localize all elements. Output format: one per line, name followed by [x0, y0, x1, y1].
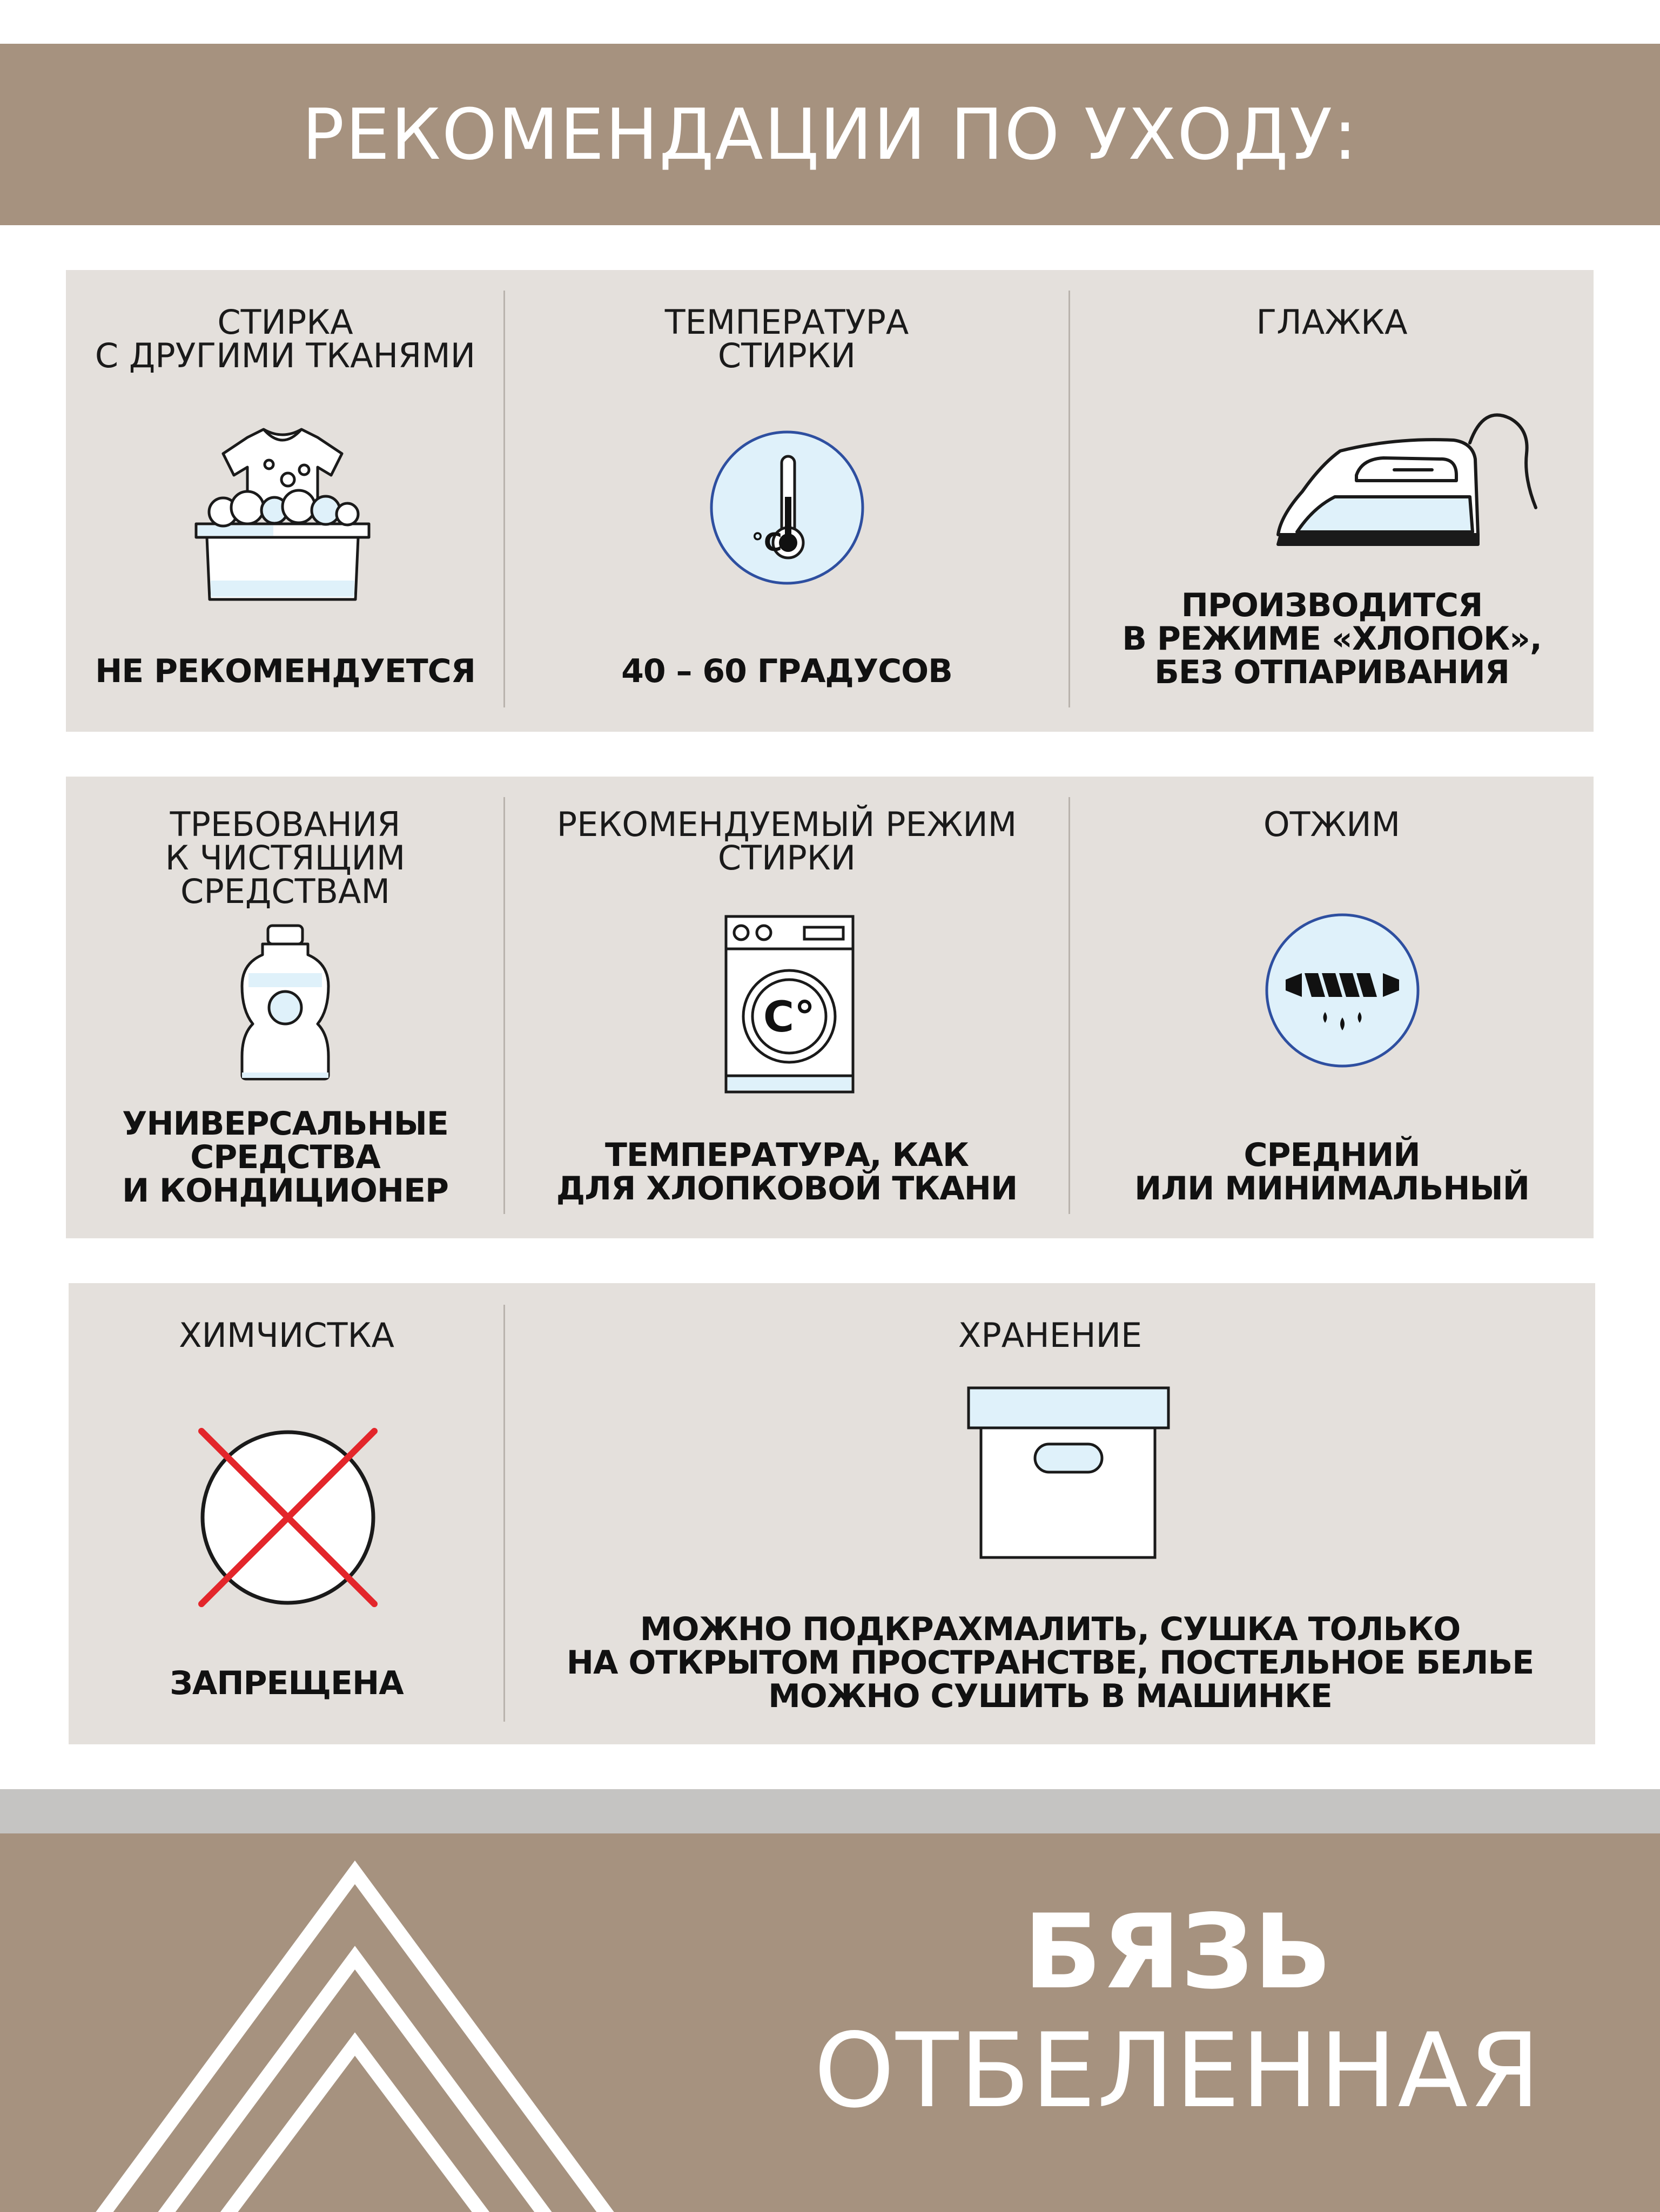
washing-machine-icon	[723, 914, 856, 1095]
thermometer-icon	[706, 427, 868, 589]
care-item-value: НЕ РЕКОМЕНДУЕТСЯ	[95, 652, 475, 690]
care-item-recommended-wash-mode	[505, 777, 1068, 1238]
iron-icon	[1270, 400, 1551, 562]
product-name: БЯЗЬ	[1023, 1892, 1332, 2012]
care-item-caption: ОТЖИМ	[1263, 805, 1401, 844]
care-panel-row-1	[66, 270, 1594, 732]
care-item-caption: СТИРКА С ДРУГИМИ ТКАНЯМИ	[95, 302, 476, 375]
care-item-value: УНИВЕРСАЛЬНЫЕ СРЕДСТВА И КОНДИЦИОНЕР	[122, 1105, 449, 1210]
header-band	[0, 44, 1660, 225]
care-item-ironing	[1070, 270, 1594, 732]
care-item-value: ТЕМПЕРАТУРА, КАК ДЛЯ ХЛОПКОВОЙ ТКАНИ	[556, 1136, 1018, 1208]
separator-strip	[0, 1789, 1660, 1833]
care-item-washing-with-other-fabrics	[66, 270, 505, 732]
care-item-caption: ХИМЧИСТКА	[179, 1316, 394, 1355]
care-item-spin	[1070, 777, 1594, 1238]
care-item-caption: РЕКОМЕНДУЕМЫЙ РЕЖИМ СТИРКИ	[556, 805, 1017, 878]
care-item-caption: ГЛАЖКА	[1256, 302, 1408, 342]
footer-band	[0, 1833, 1660, 2212]
wring-icon	[1261, 909, 1423, 1071]
care-item-caption: ТЕМПЕРАТУРА СТИРКИ	[664, 302, 909, 375]
care-item-wash-temperature	[505, 270, 1068, 732]
care-item-detergent-requirements	[66, 777, 505, 1238]
no-dry-clean-icon	[196, 1426, 380, 1609]
care-item-dry-cleaning	[69, 1283, 505, 1744]
care-panel-row-2	[66, 777, 1594, 1238]
care-item-value: ЗАПРЕЩЕНА	[170, 1664, 404, 1702]
product-subtitle: ОТБЕЛЕННАЯ	[814, 2011, 1542, 2130]
care-item-caption: ТРЕБОВАНИЯ К ЧИСТЯЩИМ СРЕДСТВАМ	[165, 805, 406, 911]
care-item-storage	[505, 1283, 1595, 1744]
celsius-label: °C	[751, 528, 782, 557]
care-panel-row-3	[69, 1283, 1595, 1744]
care-item-value: МОЖНО ПОДКРАХМАЛИТЬ, СУШКА ТОЛЬКО НА ОТКРЫТОМ ПРОСТРАНСТВЕ, ПОСТЕЛЬНОЕ БЕЛЬЕ МОЖНО СУШИТЬ В МАШИНКЕ	[566, 1610, 1534, 1715]
celsius-label: C°	[763, 993, 816, 1042]
page-title: РЕКОМЕНДАЦИИ ПО УХОДУ:	[301, 93, 1359, 176]
care-item-value: 40 – 60 ГРАДУСОВ	[621, 652, 952, 690]
care-item-value: ПРОИЗВОДИТСЯ В РЕЖИМЕ «ХЛОПОК», БЕЗ ОТПАРИВАНИЯ	[1122, 586, 1542, 691]
wash-basin-icon	[188, 416, 377, 605]
storage-box-icon	[966, 1384, 1171, 1562]
triangle-pattern-logo	[0, 1833, 756, 2212]
care-item-value: СРЕДНИЙ ИЛИ МИНИМАЛЬНЫЙ	[1134, 1136, 1529, 1208]
detergent-bottle-icon	[237, 921, 334, 1083]
care-item-caption: ХРАНЕНИЕ	[958, 1316, 1142, 1355]
